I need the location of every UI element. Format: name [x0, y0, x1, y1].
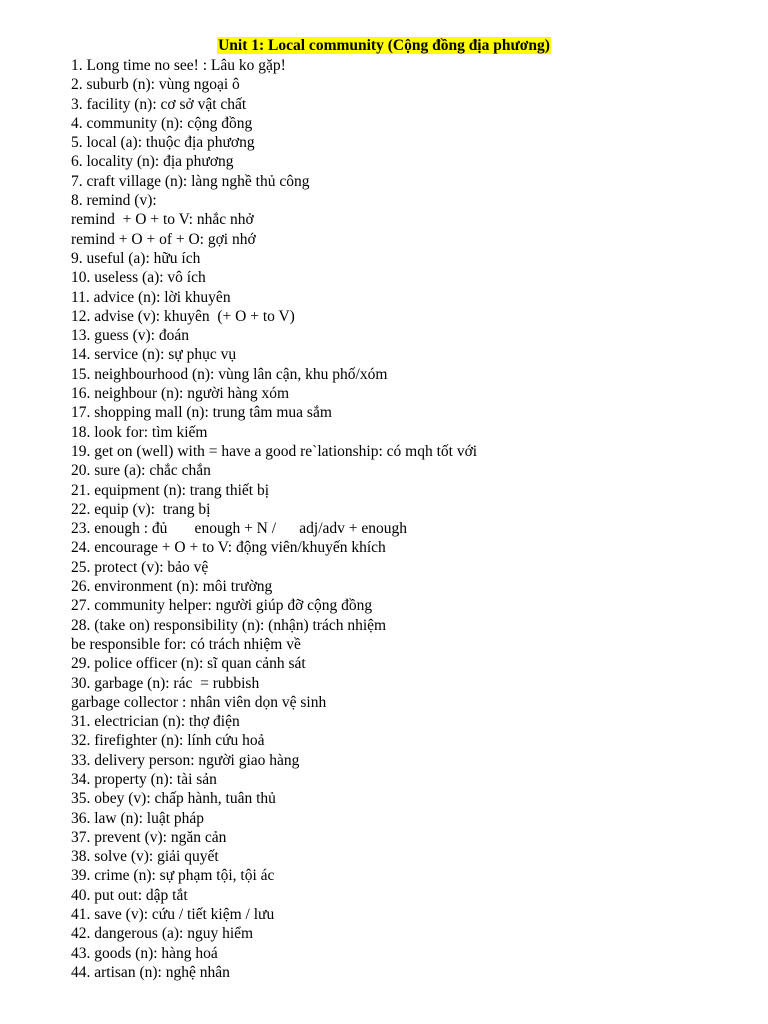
vocabulary-line: 16. neighbour (n): người hàng xóm — [71, 385, 290, 403]
vocabulary-line: 37. prevent (v): ngăn cản — [71, 828, 227, 846]
vocabulary-line: 24. encourage + O + to V: động viên/khuyến khích — [71, 539, 386, 557]
vocabulary-line: 3. facility (n): cơ sở vật chất — [71, 95, 247, 113]
vocabulary-line: 1. Long time no see! : Lâu ko gặp! — [71, 57, 286, 74]
vocabulary-list — [71, 56, 748, 982]
vocabulary-line: 26. environment (n): môi trường — [71, 578, 273, 596]
vocabulary-line: 43. goods (n): hàng hoá — [71, 944, 218, 962]
vocabulary-line: 18. look for: tìm kiếm — [71, 423, 208, 441]
vocabulary-line: 15. neighbourhood (n): vùng lân cận, khu phố/xóm — [71, 365, 388, 383]
vocabulary-line: 40. put out: dập tắt — [71, 886, 188, 904]
vocabulary-line: 31. electrician (n): thợ điện — [71, 713, 240, 731]
page-title: Unit 1: Local community (Cộng đồng địa phương) — [218, 37, 550, 54]
vocabulary-line: 13. guess (v): đoán — [71, 327, 189, 345]
vocabulary-line: 32. firefighter (n): lính cứu hoả — [71, 732, 265, 750]
vocabulary-line: 27. community helper: người giúp đỡ cộng đồng — [71, 597, 373, 615]
vocabulary-line: remind + O + to V: nhắc nhở — [71, 211, 254, 229]
vocabulary-line: 41. save (v): cứu / tiết kiệm / lưu — [71, 906, 275, 924]
vocabulary-line: remind + O + of + O: gợi nhớ — [71, 230, 256, 248]
vocabulary-line: 34. property (n): tài sản — [71, 770, 217, 788]
vocabulary-line: be responsible for: có trách nhiệm về — [71, 635, 301, 653]
vocabulary-line: 5. local (a): thuộc địa phương — [71, 134, 255, 152]
vocabulary-line: 30. garbage (n): rác = rubbish — [71, 674, 260, 692]
vocabulary-line: 7. craft village (n): làng nghề thủ công — [71, 172, 310, 190]
vocabulary-line: 22. equip (v): trang bị — [71, 500, 211, 518]
vocabulary-line: 38. solve (v): giải quyết — [71, 848, 219, 866]
vocabulary-line: 14. service (n): sự phục vụ — [71, 346, 237, 364]
vocabulary-line: 36. law (n): luật pháp — [71, 809, 205, 827]
vocabulary-line: 39. crime (n): sự phạm tội, tội ác — [71, 867, 275, 885]
vocabulary-line: 21. equipment (n): trang thiết bị — [71, 481, 270, 499]
vocabulary-line: 25. protect (v): bảo vệ — [71, 558, 209, 576]
vocabulary-line: 17. shopping mall (n): trung tâm mua sắm — [71, 404, 332, 422]
vocabulary-line: 9. useful (a): hữu ích — [71, 249, 201, 267]
vocabulary-line: 2. suburb (n): vùng ngoại ô — [71, 76, 240, 94]
vocabulary-line: 12. advise (v): khuyên (+ O + to V) — [71, 307, 295, 325]
vocabulary-line: 28. (take on) responsibility (n): (nhận) trách nhiệm — [71, 616, 387, 634]
vocabulary-line: 29. police officer (n): sĩ quan cảnh sát — [71, 655, 306, 673]
vocabulary-line: 10. useless (a): vô ích — [71, 269, 206, 287]
vocabulary-line: 4. community (n): cộng đồng — [71, 114, 253, 132]
vocabulary-line: garbage collector : nhân viên dọn vệ sinh — [71, 693, 327, 711]
vocabulary-line: 8. remind (v): — [71, 192, 157, 210]
vocabulary-line: 42. dangerous (a): nguy hiểm — [71, 925, 254, 943]
vocabulary-line: 44. artisan (n): nghệ nhân — [71, 963, 230, 981]
vocabulary-line: 35. obey (v): chấp hành, tuân thủ — [71, 790, 276, 808]
vocabulary-line: 19. get on (well) with = have a good re`lationship: có mqh tốt với — [71, 442, 478, 460]
title-row — [0, 36, 768, 56]
vocabulary-line: 11. advice (n): lời khuyên — [71, 288, 231, 306]
vocabulary-line: 23. enough : đủ enough + N / adj/adv + enough — [71, 520, 408, 538]
vocabulary-line: 20. sure (a): chắc chắn — [71, 462, 211, 480]
vocabulary-line: 33. delivery person: người giao hàng — [71, 751, 300, 769]
vocabulary-line: 6. locality (n): địa phương — [71, 153, 234, 171]
